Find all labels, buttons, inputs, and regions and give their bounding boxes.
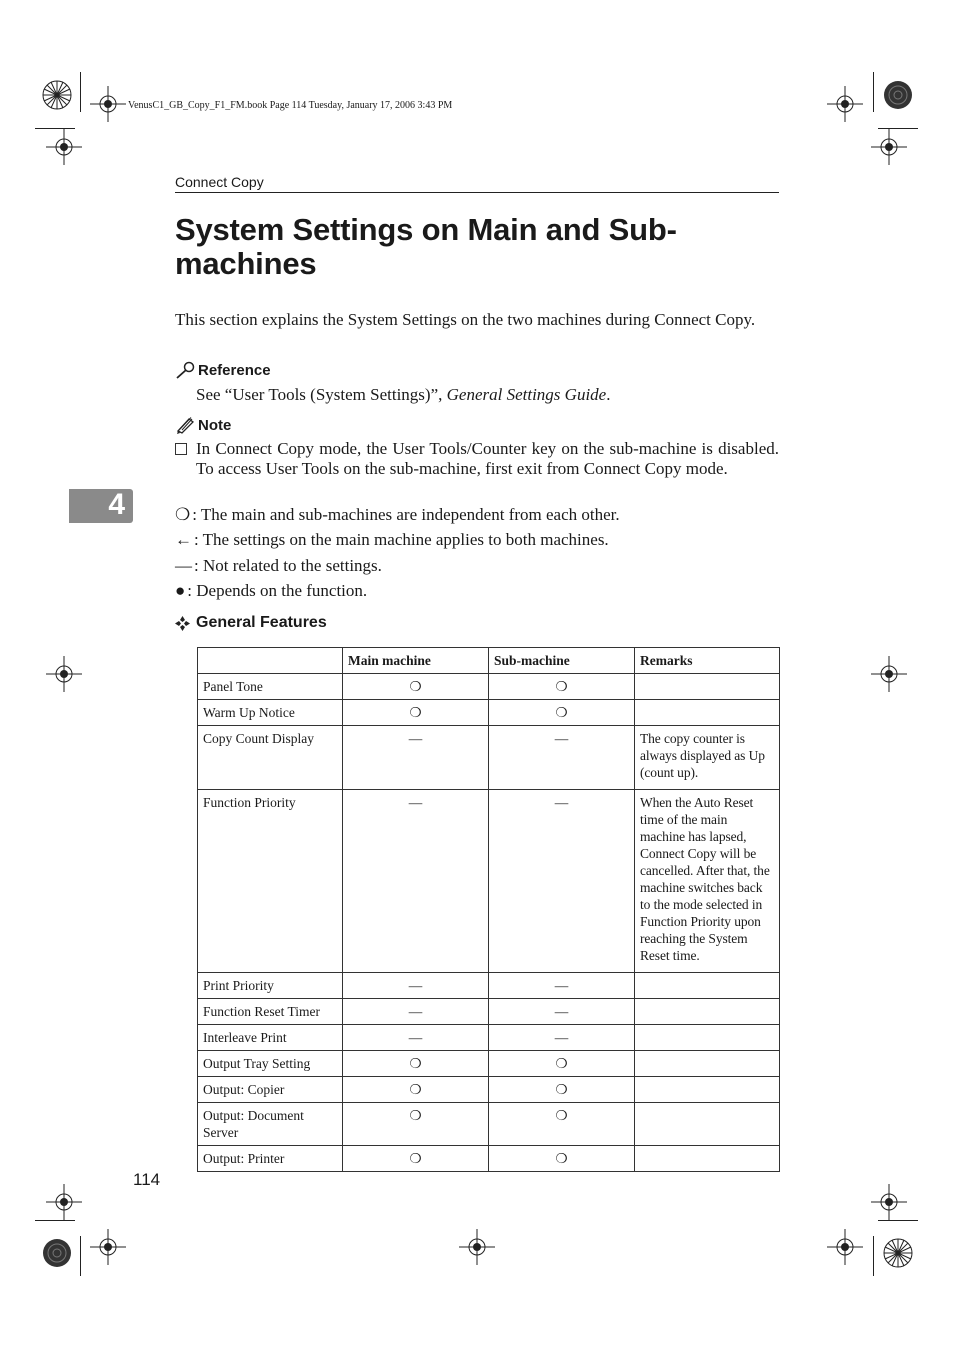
table-header-row: [198, 648, 780, 674]
main-machine-value: —: [343, 726, 489, 790]
note-label: Note: [198, 416, 232, 434]
remarks: [635, 1103, 780, 1146]
table-row: [198, 973, 780, 999]
main-machine-value: —: [343, 790, 489, 973]
table-row: [198, 999, 780, 1025]
chapter-tab: [69, 489, 133, 523]
column-header: Remarks: [635, 648, 780, 674]
sub-machine-value: —: [489, 1025, 635, 1051]
chapter-number: 4: [108, 488, 125, 521]
legend-text: : The main and sub-machines are independent from each other.: [192, 505, 620, 524]
table-row: [198, 790, 780, 973]
sub-machine-value: —: [489, 790, 635, 973]
table-row: [198, 700, 780, 726]
section-heading-label: General Features: [196, 614, 327, 631]
main-machine-value: ❍: [343, 1077, 489, 1103]
table-row: [198, 674, 780, 700]
filled-circle-icon: ●: [175, 581, 186, 600]
registration-mark-icon: [881, 78, 915, 112]
checkbox-square-icon: [175, 443, 187, 455]
remarks: [635, 1077, 780, 1103]
remarks: The copy counter is always displayed as Up (count up).: [635, 726, 780, 790]
sub-machine-value: ❍: [489, 1146, 635, 1172]
open-circle-icon: ❍: [175, 505, 191, 524]
crosshair-icon: [46, 656, 82, 692]
page-number: 114: [133, 1170, 161, 1189]
crosshair-icon: [827, 1229, 863, 1265]
main-machine-value: —: [343, 1025, 489, 1051]
sub-machine-value: ❍: [489, 700, 635, 726]
title-line-1: System Settings on Main and Sub-: [175, 212, 677, 247]
remarks: [635, 700, 780, 726]
sub-machine-value: —: [489, 973, 635, 999]
reference-icon: [175, 361, 195, 379]
setting-name: Output: Copier: [198, 1077, 343, 1103]
crosshair-icon: [46, 129, 82, 165]
setting-name: Copy Count Display: [198, 726, 343, 790]
title-line-2: machines: [175, 246, 317, 281]
crosshair-icon: [46, 1184, 82, 1220]
setting-name: Warm Up Notice: [198, 700, 343, 726]
remarks: [635, 674, 780, 700]
setting-name: Output: Printer: [198, 1146, 343, 1172]
left-arrow-icon: ←: [175, 530, 192, 549]
remarks: [635, 1051, 780, 1077]
setting-name: Function Reset Timer: [198, 999, 343, 1025]
registration-mark-icon: [881, 1236, 915, 1270]
registration-mark-icon: [40, 78, 74, 112]
reference-suffix: .: [606, 385, 611, 404]
general-features-table: [197, 647, 780, 1172]
crosshair-icon: [871, 129, 907, 165]
table-row: [198, 726, 780, 790]
crosshair-icon: [90, 1229, 126, 1265]
reference-text: [196, 385, 610, 405]
crosshair-icon: [90, 86, 126, 122]
section-heading: [175, 614, 327, 632]
column-header: Main machine: [343, 648, 489, 674]
table-row: [198, 1025, 780, 1051]
sub-machine-value: ❍: [489, 1077, 635, 1103]
legend-item: [175, 581, 367, 601]
registration-mark-icon: [40, 1236, 74, 1270]
legend-item: [175, 505, 620, 525]
main-machine-value: ❍: [343, 1103, 489, 1146]
crosshair-icon: [871, 656, 907, 692]
remarks: [635, 999, 780, 1025]
legend-text: : Depends on the function.: [187, 581, 368, 600]
running-head: Connect Copy: [175, 174, 264, 190]
sub-machine-value: —: [489, 999, 635, 1025]
sub-machine-value: —: [489, 726, 635, 790]
page-title: [175, 213, 779, 281]
main-machine-value: ❍: [343, 674, 489, 700]
table-row: [198, 1077, 780, 1103]
setting-name: Interleave Print: [198, 1025, 343, 1051]
sub-machine-value: ❍: [489, 1103, 635, 1146]
sub-machine-value: ❍: [489, 1051, 635, 1077]
setting-name: Output: Document Server: [198, 1103, 343, 1146]
crosshair-icon: [459, 1229, 495, 1265]
main-machine-value: ❍: [343, 1146, 489, 1172]
crosshair-icon: [827, 86, 863, 122]
intro-paragraph: This section explains the System Settings on the two machines during Connect Copy.: [175, 310, 756, 329]
diamond-bullet-icon: [175, 616, 190, 631]
remarks: [635, 1025, 780, 1051]
main-machine-value: —: [343, 973, 489, 999]
remarks: When the Auto Reset time of the main machine has lapsed, Connect Copy will be cancelled. After that, the machine switches back to the mode selected in Function Priority upon reaching the System Reset time.: [635, 790, 780, 973]
reference-prefix: See “User Tools (System Settings)”,: [196, 385, 447, 404]
setting-name: Print Priority: [198, 973, 343, 999]
dash-icon: —: [175, 556, 192, 575]
reference-guide-title: General Settings Guide: [446, 385, 607, 404]
legend-text: : The settings on the main machine applies to both machines.: [194, 530, 609, 549]
setting-name: Panel Tone: [198, 674, 343, 700]
table-row: [198, 1051, 780, 1077]
legend-item: [175, 556, 382, 576]
pencil-icon: [175, 416, 195, 434]
table-row: [198, 1103, 780, 1146]
note-heading: [175, 416, 231, 434]
main-machine-value: ❍: [343, 1051, 489, 1077]
table-row: [198, 1146, 780, 1172]
setting-name: Function Priority: [198, 790, 343, 973]
file-header: VenusC1_GB_Copy_F1_FM.book Page 114 Tuesday, January 17, 2006 3:43 PM: [128, 100, 453, 111]
reference-heading: [175, 361, 271, 379]
legend-item: [175, 530, 609, 550]
column-header: [198, 648, 343, 674]
column-header: Sub-machine: [489, 648, 635, 674]
main-machine-value: ❍: [343, 700, 489, 726]
crosshair-icon: [871, 1184, 907, 1220]
remarks: [635, 1146, 780, 1172]
remarks: [635, 973, 780, 999]
reference-label: Reference: [198, 361, 271, 379]
note-text: In Connect Copy mode, the User Tools/Counter key on the sub-machine is disabled. To access User Tools on the sub-machine, first exit from Connect Copy mode.: [196, 439, 779, 478]
header-rule: [175, 192, 779, 193]
main-machine-value: —: [343, 999, 489, 1025]
legend-text: : Not related to the settings.: [194, 556, 382, 575]
sub-machine-value: ❍: [489, 674, 635, 700]
setting-name: Output Tray Setting: [198, 1051, 343, 1077]
